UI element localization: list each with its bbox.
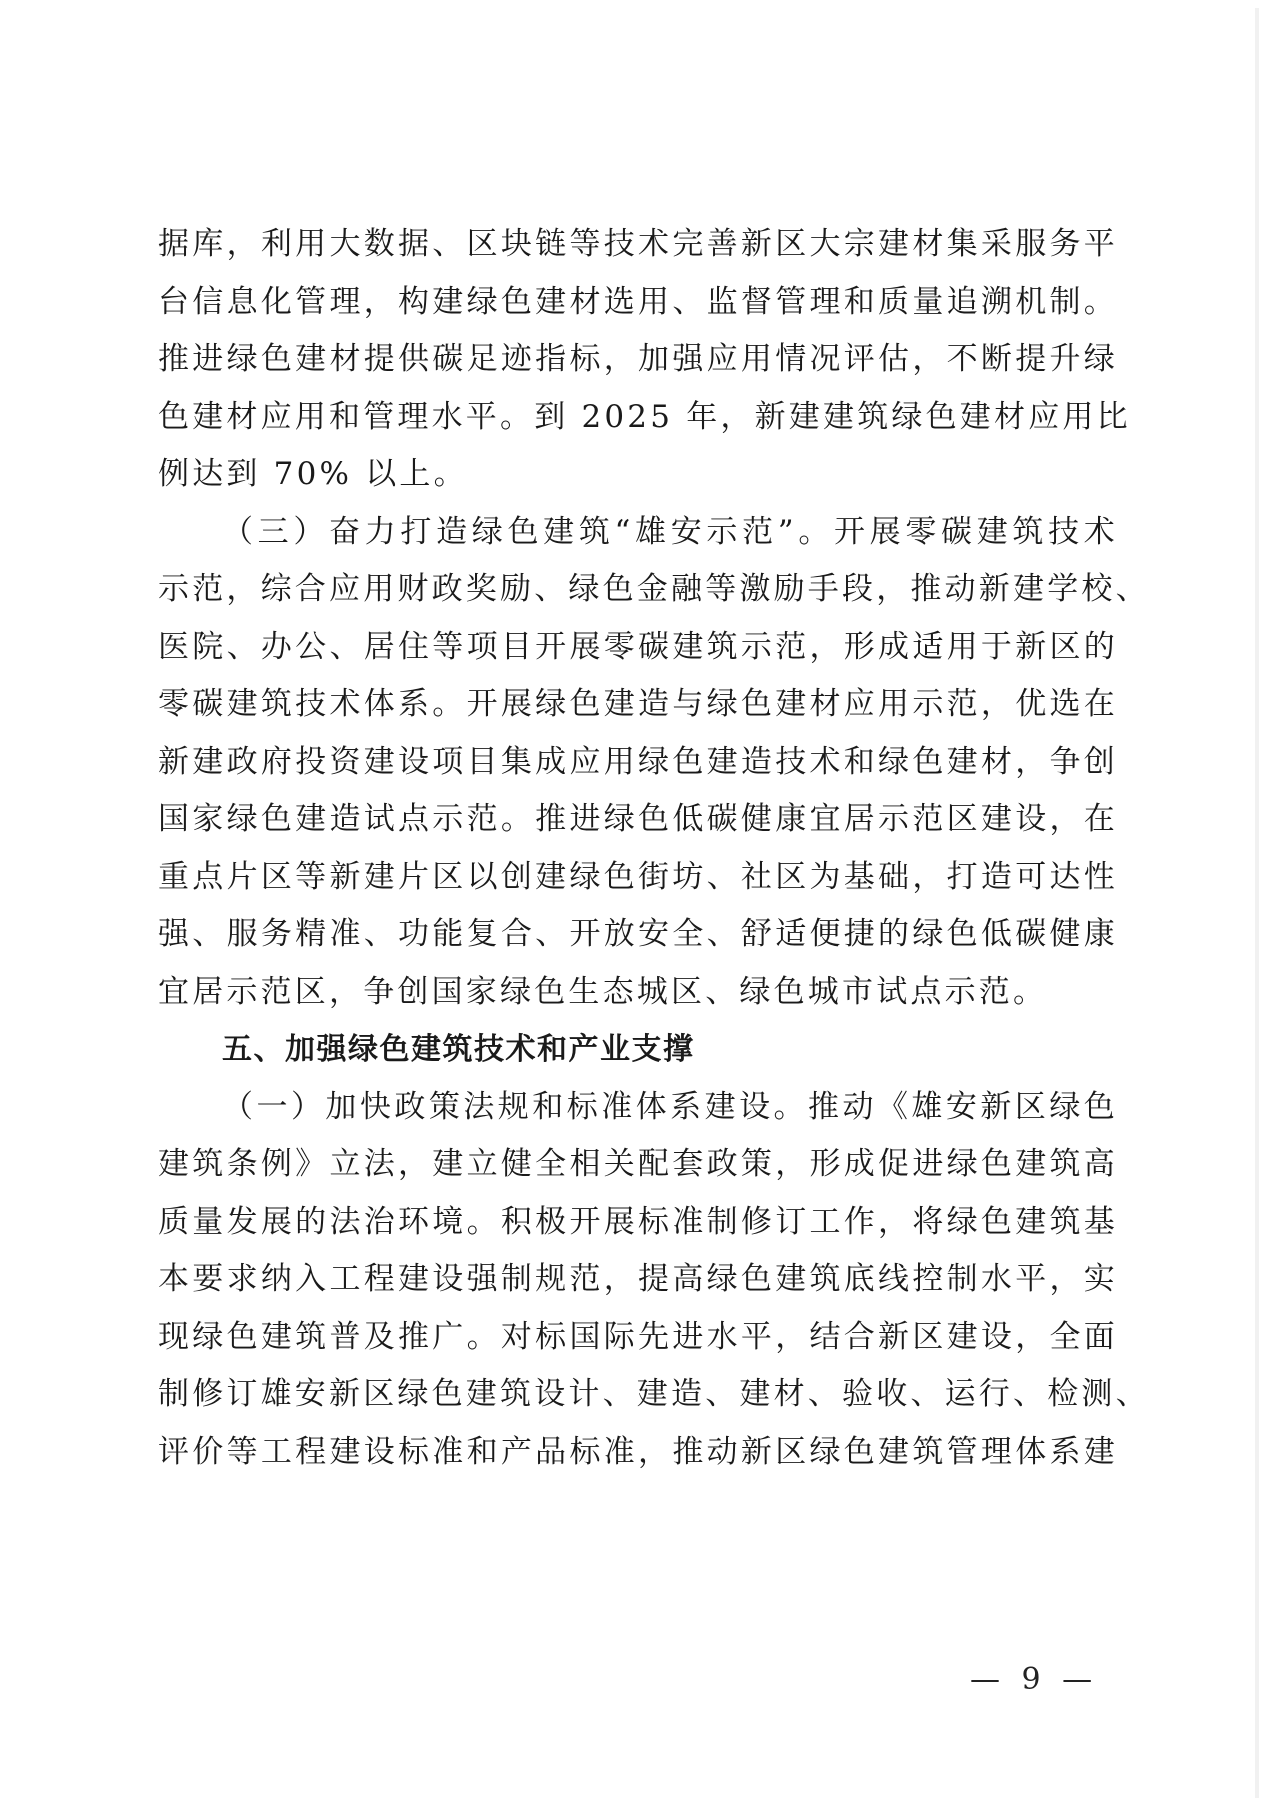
chapter-heading: 五、加强绿色建筑技术和产业支撑 (222, 1032, 695, 1067)
paragraph-building-materials (158, 216, 1131, 504)
paragraph-section-3 (158, 504, 1150, 1022)
text-line: 重点片区等新建片区以创建绿色街坊、社区为基础，打造可达性 (158, 858, 1118, 895)
text-line: 台信息化管理，构建绿色建材选用、监督管理和质量追溯机制。 (158, 283, 1118, 320)
text-line: 建筑条例》立法，建立健全相关配套政策，形成促进绿色建筑高 (158, 1146, 1118, 1182)
text-line: 据库，利用大数据、区块链等技术完善新区大宗建材集采服务平 (158, 226, 1118, 262)
scan-edge-strip (1255, 8, 1259, 1798)
text-line: 宜居示范区，争创国家绿色生态城区、绿色城市试点示范。 (158, 973, 1048, 1010)
page-number: — 9 — (970, 1662, 1099, 1697)
text-line: 制修订雄安新区绿色建筑设计、建造、建材、验收、运行、检测、 (158, 1376, 1150, 1412)
text-line: 评价等工程建设标准和产品标准，推动新区绿色建筑管理体系建 (158, 1433, 1118, 1470)
text-line: 新建政府投资建设项目集成应用绿色建造技术和绿色建材，争创 (158, 743, 1118, 780)
text-line: 国家绿色建造试点示范。推进绿色低碳健康宜居示范区建设，在 (158, 801, 1118, 837)
text-line: 推进绿色建材提供碳足迹指标，加强应用情况评估，不断提升绿 (158, 341, 1118, 377)
text-line: 零碳建筑技术体系。开展绿色建造与绿色建材应用示范，优选在 (158, 686, 1118, 722)
text-line: 色建材应用和管理水平。到 2025 年，新建建筑绿色建材应用比 (158, 398, 1131, 435)
section-heading-line: （一）加快政策法规和标准体系建设。推动《雄安新区绿色 (222, 1088, 1118, 1125)
text-line: 现绿色建筑普及推广。对标国际先进水平，结合新区建设，全面 (158, 1318, 1118, 1355)
body-text (158, 216, 1150, 1481)
text-line: 医院、办公、居住等项目开展零碳建筑示范，形成适用于新区的 (158, 628, 1118, 665)
text-line: 强、服务精准、功能复合、开放安全、舒适便捷的绿色低碳健康 (158, 916, 1118, 952)
text-line: 例达到 70% 以上。 (158, 456, 468, 492)
section-heading-line: （三）奋力打造绿色建筑“雄安示范”。开展零碳建筑技术 (222, 513, 1118, 550)
text-line: 示范，综合应用财政奖励、绿色金融等激励手段，推动新建学校、 (158, 571, 1150, 607)
text-line: 本要求纳入工程建设强制规范，提高绿色建筑底线控制水平，实 (158, 1261, 1118, 1297)
paragraph-section-1 (158, 1079, 1150, 1482)
text-line: 质量发展的法治环境。积极开展标准制修订工作，将绿色建筑基 (158, 1203, 1118, 1240)
